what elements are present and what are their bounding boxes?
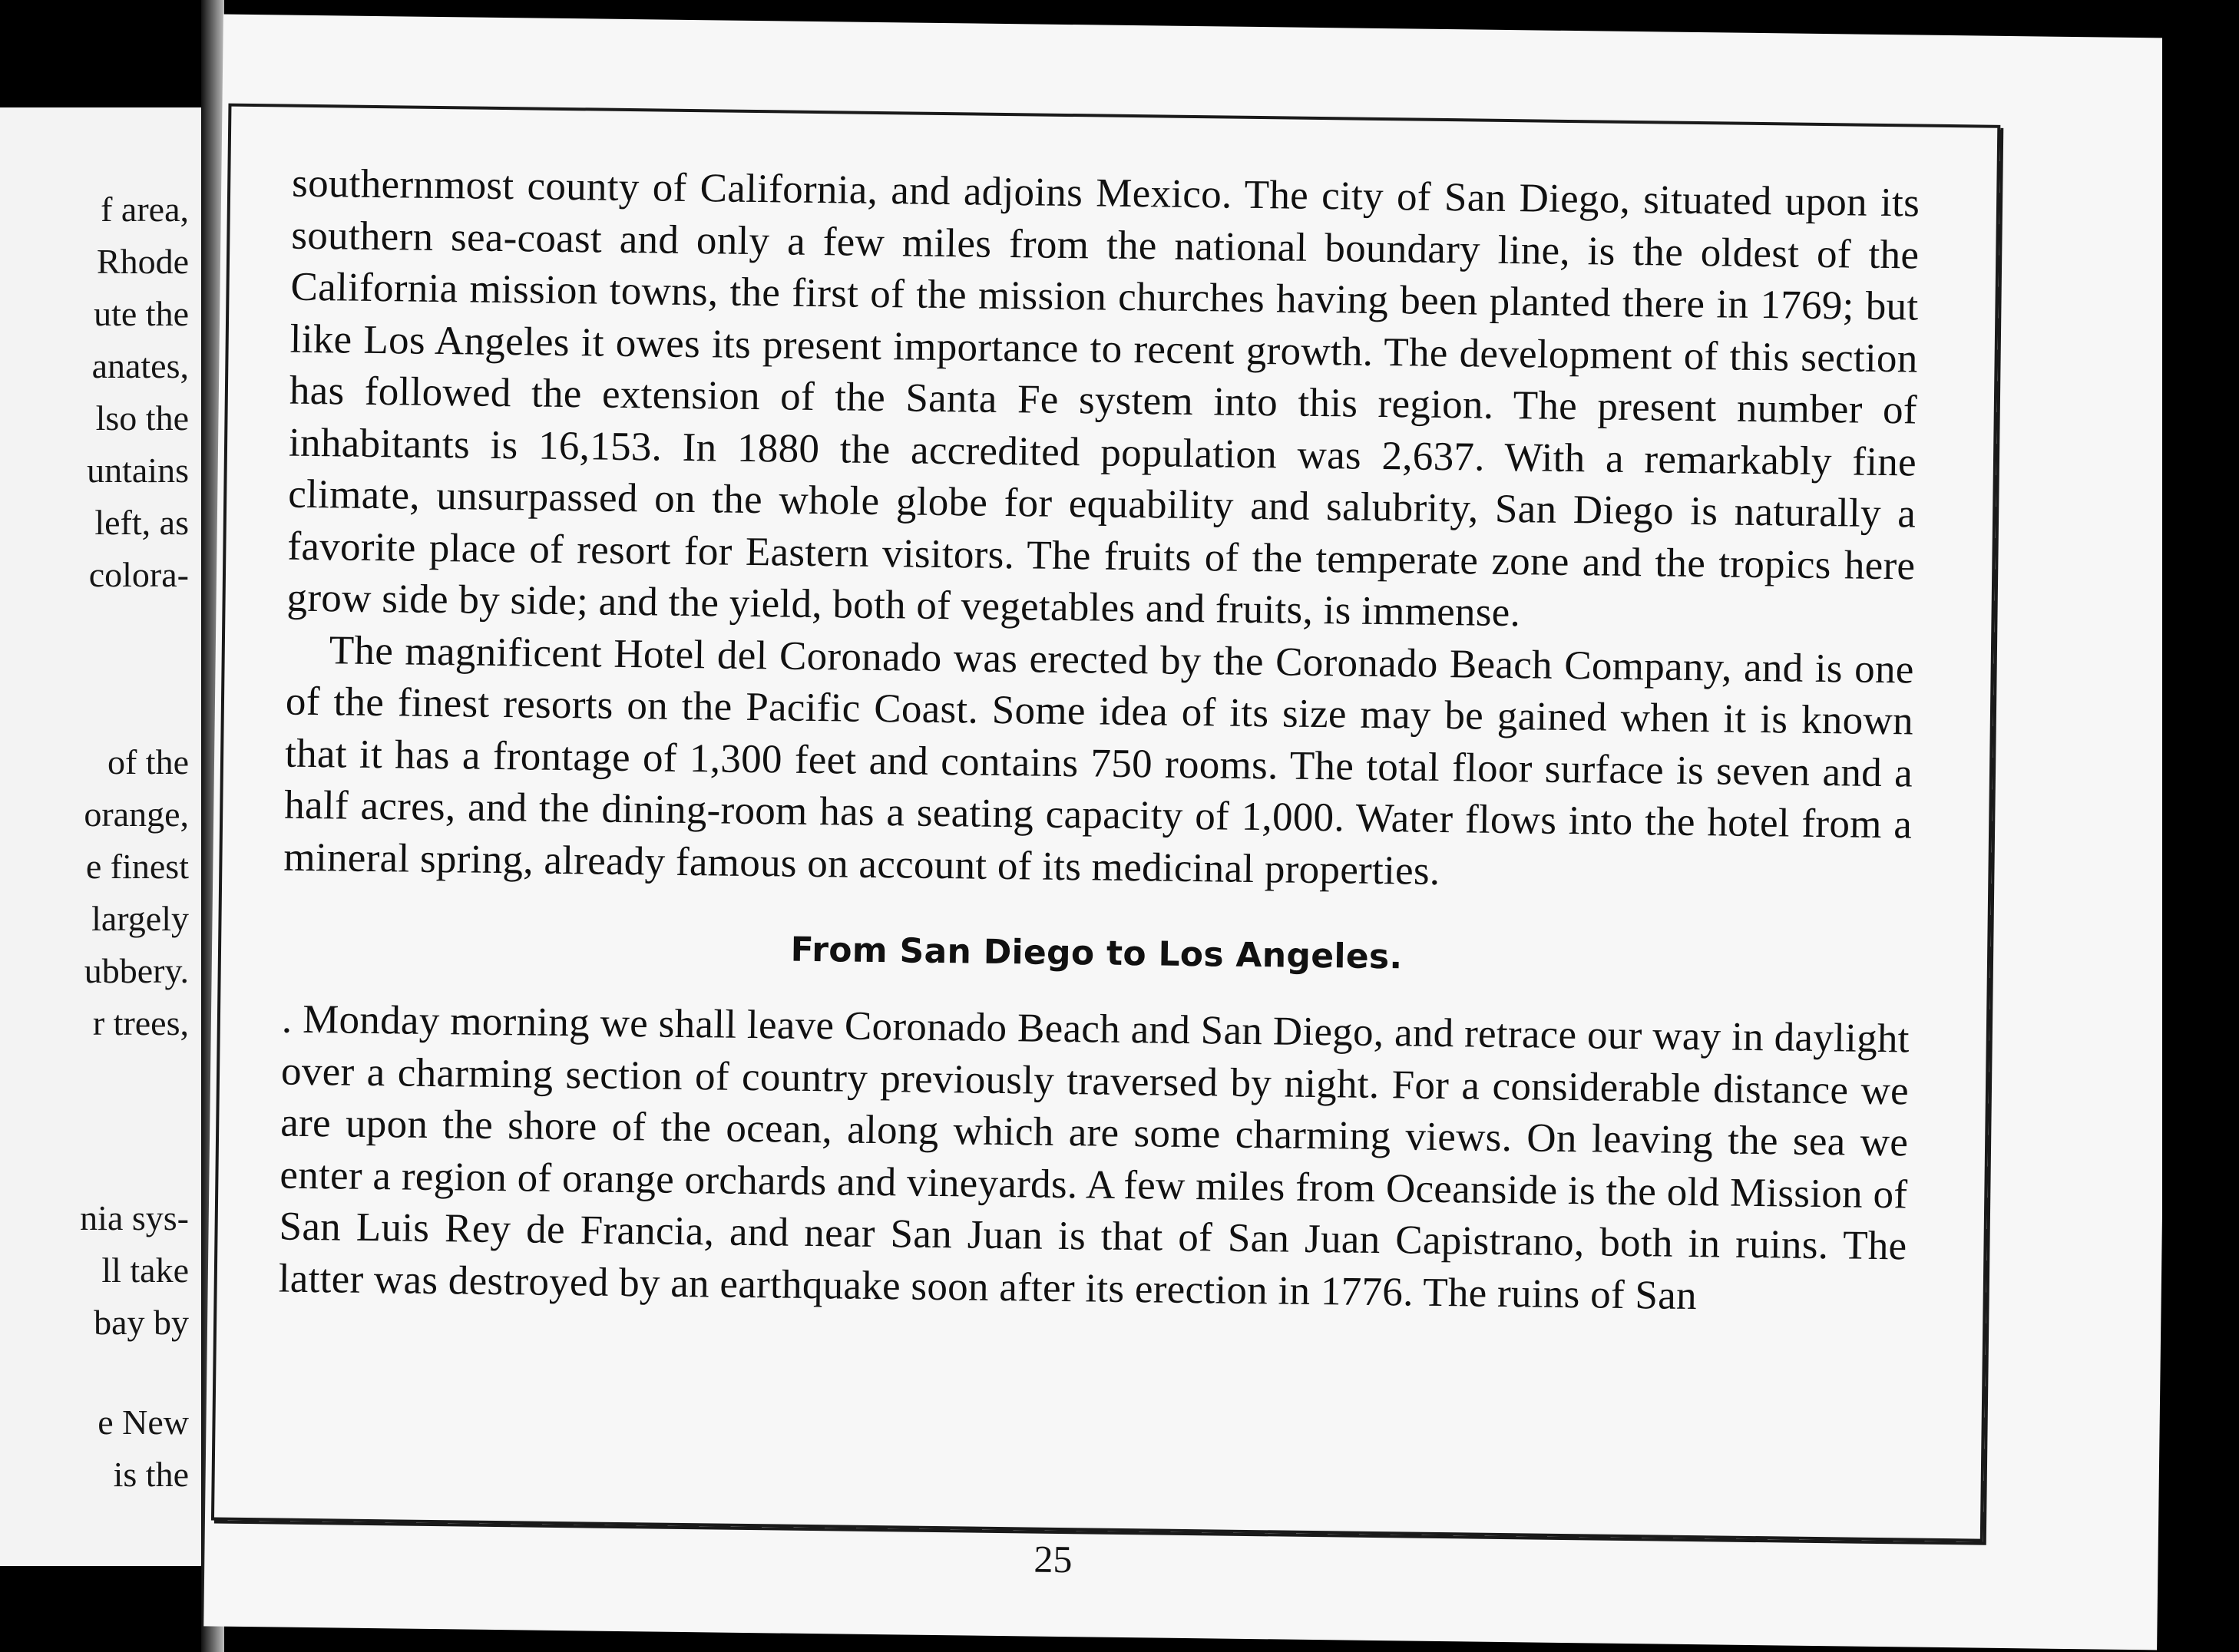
left-line: left, as [94, 503, 189, 542]
left-line: f area, [101, 190, 189, 229]
left-line: e finest [85, 847, 189, 886]
left-line: orange, [84, 795, 189, 834]
left-line: e New [98, 1403, 189, 1442]
paragraph: The magnificent Hotel del Coronado was erected by the Coronado Beach Company, and is one of the finest resorts on the Pacific Coast. Some idea of its size may be gained when it is known that it has a frontage of 1,300 feet and contains 750 rooms. The total floor surface is seven and a half acres, and the dining-room has a seating capacity of 1,000. Water flows into the hotel from a mineral spring, already famous on account of its medicinal properties. [283, 627, 1915, 894]
left-line: anates, [91, 346, 189, 385]
paragraph: . Monday morning we shall leave Coronado Beach and San Diego, and retrace our way in daylight over a charming section of country previously traversed by night. For a considerable distance we are upon the shore of the ocean, along which are some charming views. On leaving the sea we enter a region of orange orchards and vineyards. A few miles from Oceanside is the old Mission of San Luis Rey de Francia, and near San Juan is that of San Juan Capistrano, both in ruins. The latter was destroyed by an earthquake soon after its erection in 1776. The ruins of San [278, 996, 1910, 1318]
page-number: 25 [1034, 1537, 1073, 1581]
left-line: ute the [94, 294, 189, 333]
left-line: largely [91, 899, 189, 938]
left-line: Rhode [96, 242, 189, 281]
left-line: nia sys- [80, 1198, 189, 1237]
paragraph: southernmost county of California, and adjoins Mexico. The city of San Diego, situated upon its southern sea-coast and only a few miles from the national boundary line, is the oldest of the California mission towns, the first of the mission churches having been planted there in 1769; but like Los Angeles it owes its present importance to recent growth. The development of this section has followed the extension of the Santa Fe system into this region. The present number of inhabitants is 16,153. In 1880 the accredited population was 2,637. With a remarkably fine climate, unsurpassed on the whole globe for equability and salubrity, San Diego is naturally a favorite place of resort for Eastern visitors. The fruits of the temperate zone and the tropics here grow side by side; and the yield, both of vegetables and fruits, is immense. [286, 160, 1920, 636]
page-text [278, 158, 1920, 1325]
scan-edge [2162, 0, 2239, 1652]
left-line: colora- [88, 555, 189, 594]
left-line: lso the [95, 398, 189, 438]
left-line: r trees, [92, 1003, 189, 1042]
left-line: of the [107, 742, 189, 781]
left-line: ll take [101, 1251, 189, 1290]
section-heading: From San Diego to Los Angeles. [790, 930, 1403, 977]
left-line: untains [87, 451, 189, 490]
right-page [203, 15, 2176, 1650]
left-line: ubbery. [84, 951, 189, 990]
left-line: bay by [94, 1303, 189, 1342]
left-page-fragment [0, 107, 206, 1566]
left-line: is the [113, 1455, 189, 1494]
